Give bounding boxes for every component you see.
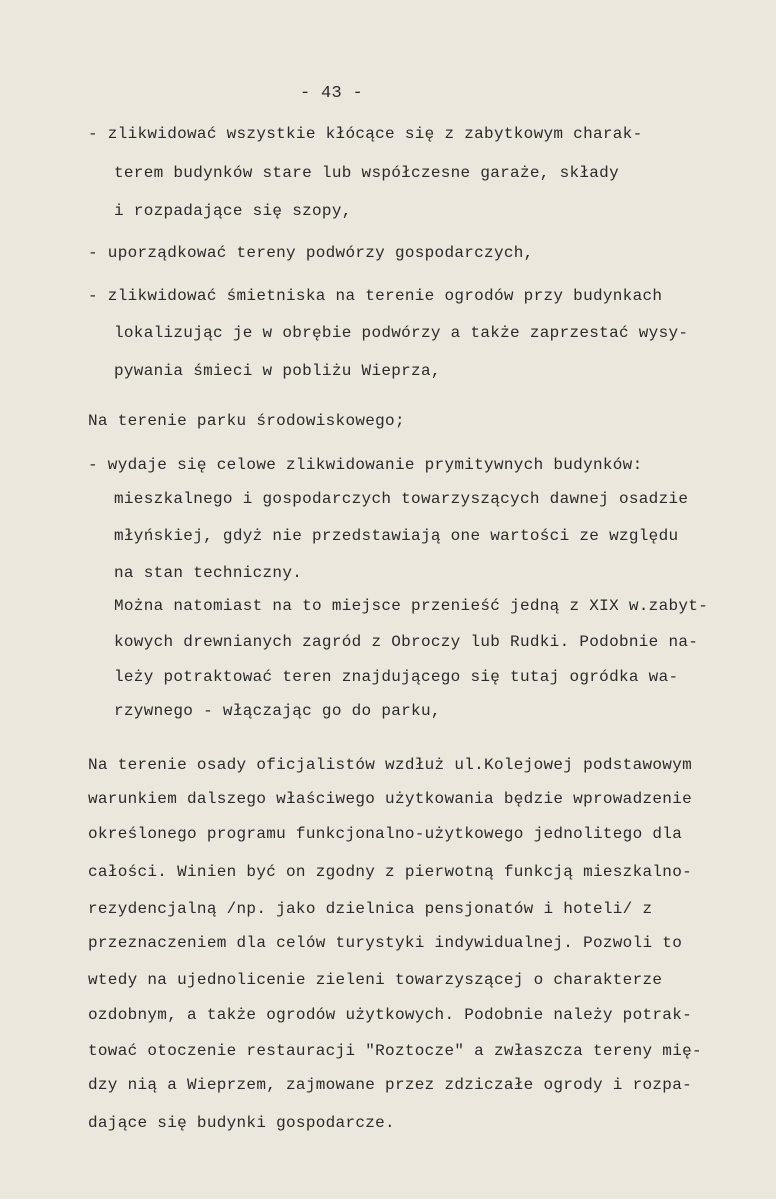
- text-line: - zlikwidować wszystkie kłócące się z zabytkowym charak-: [88, 125, 643, 143]
- text-line: ozdobnym, a także ogrodów użytkowych. Podobnie należy potrak-: [88, 1006, 692, 1024]
- text-line: Można natomiast na to miejsce przenieść jedną z XIX w.zabyt-: [114, 597, 709, 615]
- text-line: - zlikwidować śmietniska na terenie ogrodów przy budynkach: [88, 287, 663, 305]
- text-line: warunkiem dalszego właściwego użytkowania będzie wprowadzenie: [88, 790, 692, 808]
- text-line: całości. Winien być on zgodny z pierwotną funkcją mieszkalno-: [88, 863, 692, 881]
- text-line: Na terenie osady oficjalistów wzdłuż ul.Kolejowej podstawowym: [88, 756, 692, 774]
- text-line: kowych drewnianych zagród z Obroczy lub Rudki. Podobnie na-: [114, 633, 699, 651]
- text-line: terem budynków stare lub współczesne garaże, składy: [114, 164, 619, 182]
- text-line: młyńskiej, gdyż nie przedstawiają one wartości ze względu: [114, 527, 679, 545]
- text-line: na stan techniczny.: [114, 564, 303, 582]
- text-line: dające się budynki gospodarcze.: [88, 1114, 395, 1132]
- text-line: pywania śmieci w pobliżu Wieprza,: [114, 362, 441, 380]
- text-line: mieszkalnego i gospodarczych towarzyszących dawnej osadzie: [114, 490, 689, 508]
- text-line: tować otoczenie restauracji "Roztocze" a zwłaszcza tereny mię-: [88, 1042, 702, 1060]
- text-line: przeznaczeniem dla celów turystyki indywidualnej. Pozwoli to: [88, 934, 683, 952]
- text-line: rzywnego - włączając go do parku,: [114, 702, 441, 720]
- text-line: wtedy na ujednolicenie zieleni towarzyszącej o charakterze: [88, 971, 663, 989]
- text-line: - uporządkować tereny podwórzy gospodarczych,: [88, 244, 534, 262]
- text-line: - wydaje się celowe zlikwidowanie prymitywnych budynków:: [88, 456, 643, 474]
- text-line: określonego programu funkcjonalno-użytkowego jednolitego dla: [88, 825, 683, 843]
- text-line: lokalizując je w obrębie podwórzy a także zaprzestać wysy-: [114, 324, 689, 342]
- text-line: leży potraktować teren znajdującego się tutaj ogródka wa-: [114, 668, 679, 686]
- page-number: - 43 -: [300, 84, 364, 103]
- text-line: i rozpadające się szopy,: [114, 202, 352, 220]
- text-line: dzy nią a Wieprzem, zajmowane przez zdziczałe ogrody i rozpa-: [88, 1076, 692, 1094]
- section-heading: Na terenie parku środowiskowego;: [88, 412, 405, 430]
- text-line: rezydencjalną /np. jako dzielnica pensjonatów i hoteli/ z: [88, 900, 653, 918]
